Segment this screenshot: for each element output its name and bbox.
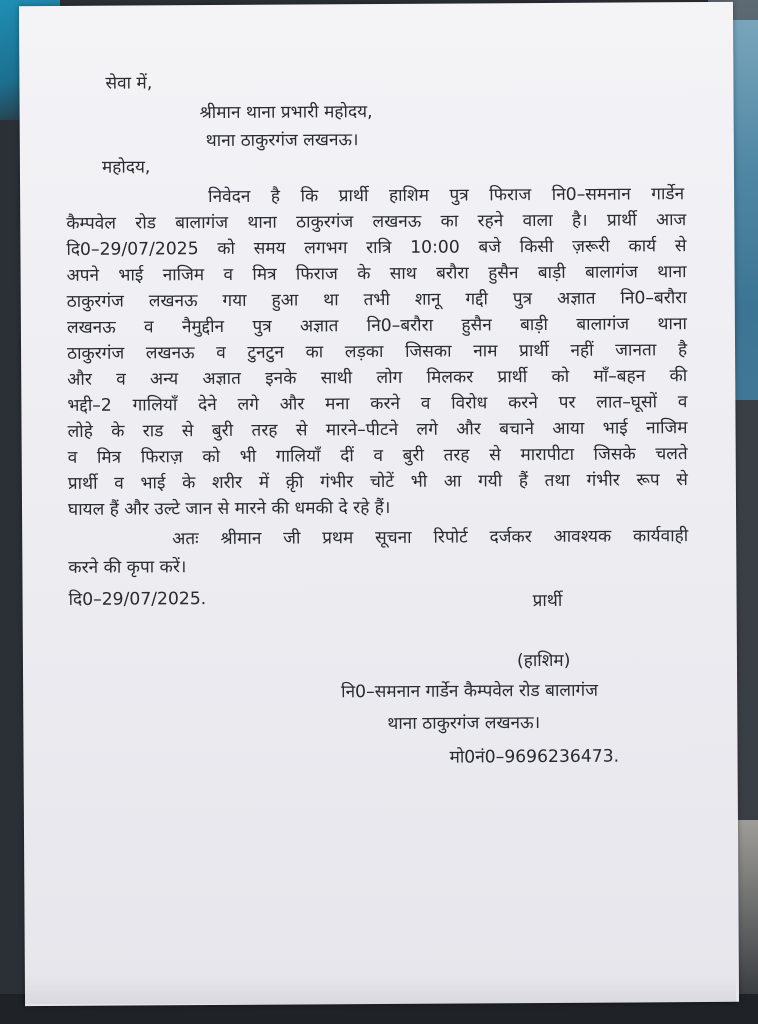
body-line-8: और व अन्य अज्ञात इनके साथी लोग मिलकर प्रार्थी को माँ–बहन की <box>67 366 688 390</box>
request-line-2: करने की कृपा करें। <box>68 557 187 578</box>
letter-sheet <box>19 2 739 1006</box>
body-line-12: प्रार्थी व भाई के शरीर में कृ़ी गंभीर चोटें भी आ गयी हैं तथा गंभीर रूप से <box>67 470 688 494</box>
applicant-mobile: मो0नं0–9696236473. <box>449 746 620 768</box>
body-line-9: भद्दी–2 गालियाँ देने लगे और मना करने व विरोध करने पर लात–घूसों व <box>67 392 688 416</box>
body-line-13: घायल हैं और उल्टे जान से मारने की धमकी दे रहे हैं। <box>67 497 391 520</box>
applicant-label: प्रार्थी <box>532 590 563 612</box>
salutation-to: सेवा में, <box>105 73 153 94</box>
body-line-2: कैम्पवेल रोड बालागंज थाना ठाकुरगंज लखनऊ का रहने वाला है। प्रार्थी आज <box>66 210 687 234</box>
request-line-1: अतः श्रीमान जी प्रथम सूचना रिपोर्ट दर्जकर आवश्यक कार्यवाही <box>172 526 689 550</box>
body-line-4: अपने भाई नाजिम व मित्र फिराज के साथ बरौरा हुसैन बाड़ी बालागंज थाना <box>66 262 687 286</box>
body-line-3: दि0–29/07/2025 को समय लगभग रात्रि 10:00 बजे किसी ज़रूरी कार्य से <box>66 236 687 260</box>
greeting: महोदय, <box>101 157 151 178</box>
paper-bottom-shadow <box>22 974 736 1004</box>
body-line-1: निवेदन है कि प्रार्थी हाशिम पुत्र फिराज नि0–समनान गार्डेन <box>208 184 685 208</box>
applicant-name: (हाशिम) <box>516 650 571 672</box>
applicant-address-line-1: नि0–समनान गार्डेन कैम्पवेल रोड बालागंज <box>341 680 599 703</box>
body-line-5: ठाकुरगंज लखनऊ गया हुआ था तभी शानू गद्दी पुत्र अज्ञात नि0–बरौरा <box>66 288 687 312</box>
addressee-line-2: थाना ठाकुरगंज लखनऊ। <box>205 130 359 152</box>
applicant-address-line-2: थाना ठाकुरगंज लखनऊ। <box>387 713 541 734</box>
body-line-11: व मित्र फिराज़ को भी गालियाँ दीं व बुरी तरह से मारापीटा जिसके चलते <box>67 444 688 468</box>
addressee-line-1: श्रीमान थाना प्रभारी महोदय, <box>199 102 373 124</box>
body-line-6: लखनऊ व नैमुद्दीन पुत्र अज्ञात नि0–बरौरा हुसैन बाड़ी बालागंज थाना <box>66 314 687 338</box>
letter-date: दि0–29/07/2025. <box>68 589 207 610</box>
body-line-7: ठाकुरगंज लखनऊ व टुनटुन का लड़का जिसका नाम प्रार्थी नहीं जानता है <box>67 340 688 364</box>
body-line-10: लोहे के राड से बुरी तरह से मारने–पीटने लगे और बचाने आया भाई नाजिम <box>67 418 688 442</box>
